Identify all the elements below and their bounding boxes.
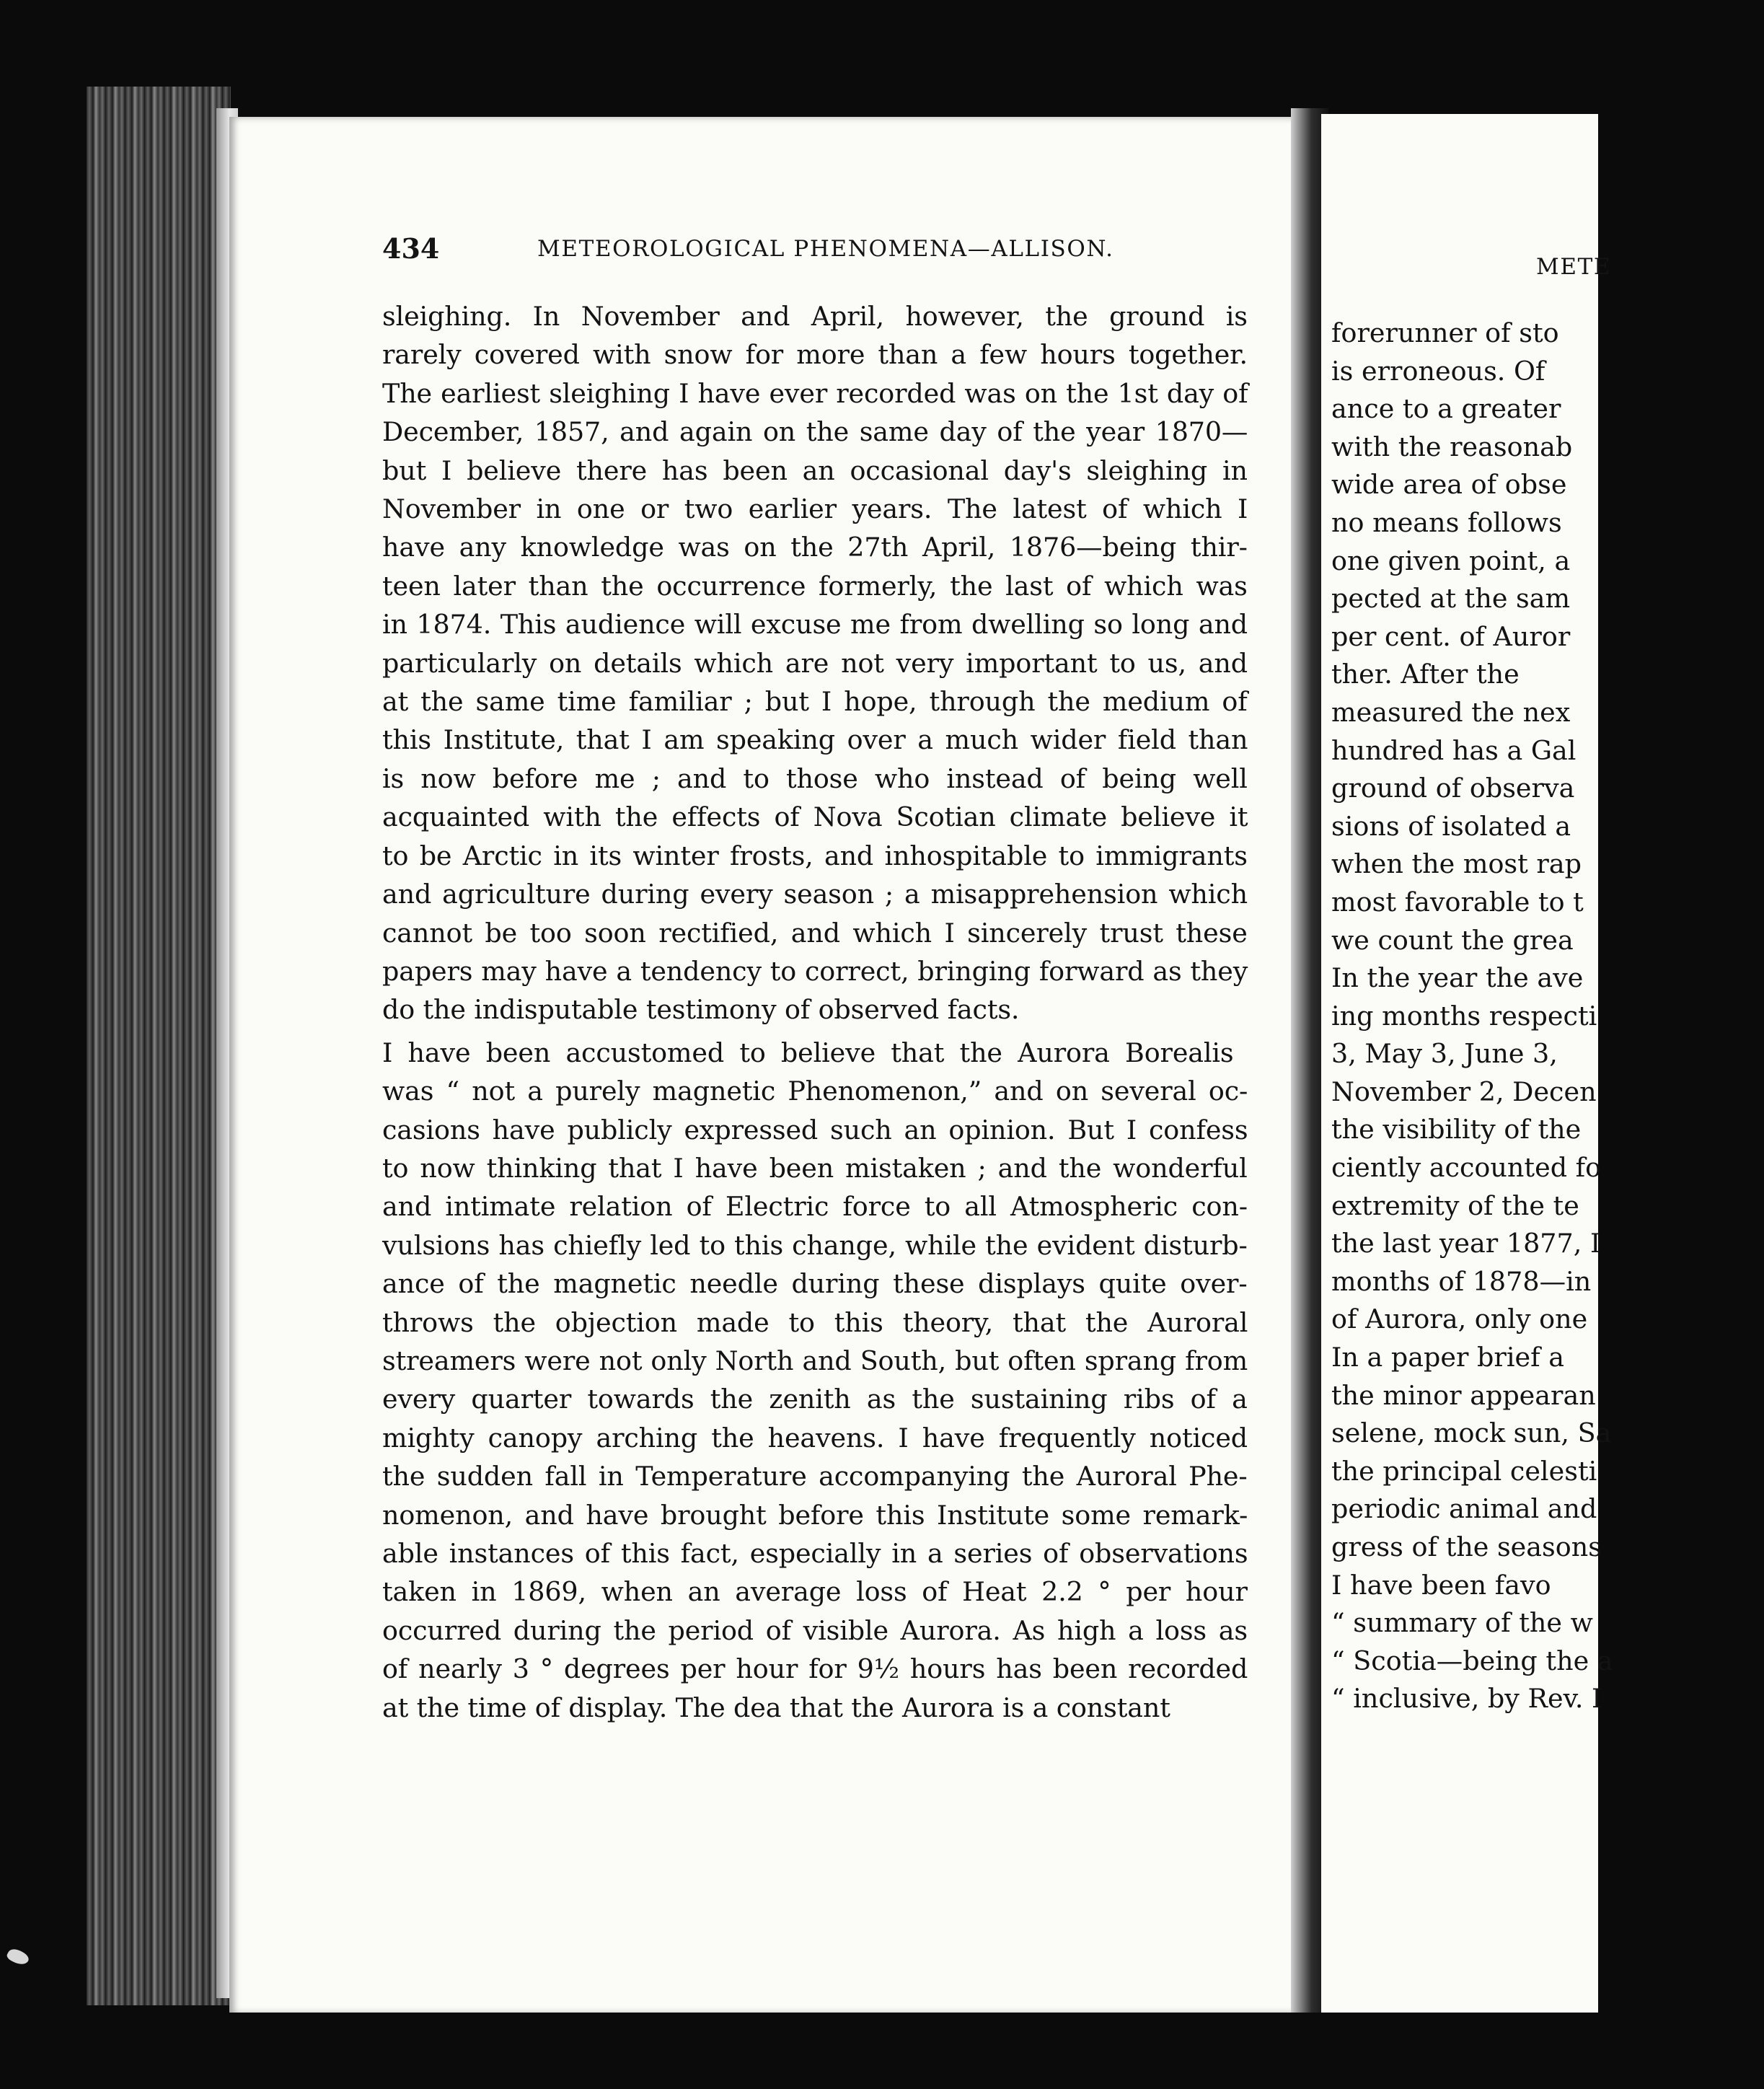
right-text-line: ground of observa	[1331, 773, 1575, 804]
text-line: is now before me ; and to those who instead of being well	[382, 762, 1248, 794]
text-line: particularly on details which are not very important to us, and	[382, 647, 1248, 679]
text-line: at the same time familiar ; but I hope, through the medium of	[382, 686, 1248, 718]
right-text-line: selene, mock sun, Sa	[1331, 1417, 1612, 1449]
running-head: METEOROLOGICAL PHENOMENA—ALLISON.	[537, 236, 1114, 262]
right-text-line: In the year the ave	[1331, 962, 1584, 994]
right-text-line: ciently accounted fo	[1331, 1152, 1602, 1184]
right-text-line: the last year 1877, I	[1331, 1228, 1601, 1259]
right-text-line: with the reasonab	[1331, 431, 1573, 462]
text-line: to now thinking that I have been mistaken ; and the wonderful	[382, 1152, 1248, 1184]
right-text-line: one given point, a	[1331, 545, 1571, 576]
right-text-line: the visibility of the	[1331, 1114, 1582, 1145]
text-line: the sudden fall in Temperature accompanying the Auroral Phe-	[382, 1461, 1248, 1492]
text-line: throws the objection made to this theory, that the Auroral	[382, 1306, 1248, 1338]
right-text-line: when the most rap	[1331, 848, 1582, 880]
text-line: occurred during the period of visible Aurora. As high a loss as	[382, 1614, 1248, 1646]
right-text-line: the minor appearan	[1331, 1379, 1596, 1411]
right-text-line: of Aurora, only one	[1331, 1303, 1588, 1335]
text-line: cannot be too soon rectified, and which I sincerely trust these	[382, 917, 1248, 949]
text-line: and agriculture during every season ; a misapprehension which	[382, 879, 1248, 910]
scan-background	[0, 2013, 1598, 2089]
right-text-line: “ inclusive, by Rev. I	[1331, 1683, 1602, 1715]
body-text	[382, 297, 1248, 1727]
right-running-head: METE	[1536, 254, 1612, 280]
right-text-line: periodic animal and	[1331, 1493, 1597, 1525]
right-text-line: 3, May 3, June 3,	[1331, 1038, 1558, 1070]
right-text-line: ance to a greater	[1331, 393, 1561, 425]
text-line: and intimate relation of Electric force to all Atmospheric con-	[382, 1191, 1248, 1223]
right-text-line: most favorable to t	[1331, 886, 1584, 918]
text-line: I have been accustomed to believe that the Aurora Borealis	[382, 1037, 1234, 1068]
right-text-line: “ summary of the w	[1331, 1607, 1593, 1639]
right-text-line: forerunner of sto	[1331, 317, 1559, 348]
right-text-line: months of 1878—in	[1331, 1265, 1592, 1297]
right-text-line: ther. After the	[1331, 659, 1520, 690]
right-text-line: is erroneous. Of	[1331, 355, 1545, 387]
right-text-line: no means follows	[1331, 506, 1562, 538]
text-line: in 1874. This audience will excuse me from dwelling so long and	[382, 609, 1248, 641]
right-text-line: extremity of the te	[1331, 1189, 1579, 1221]
text-line: December, 1857, and again on the same day of the year 1870—	[382, 416, 1248, 448]
right-text-line: the principal celesti	[1331, 1455, 1597, 1487]
text-line: have any knowledge was on the 27th April, 1876—being thir-	[382, 532, 1248, 563]
right-text-line: November 2, Decen	[1331, 1076, 1597, 1107]
text-line: of nearly 3 ° degrees per hour for 9½ hours has been recorded	[382, 1653, 1248, 1685]
text-line: to be Arctic in its winter frosts, and inhospitable to immigrants	[382, 840, 1248, 871]
right-page	[1321, 114, 1613, 2018]
right-page-text	[1331, 315, 1764, 1718]
text-line: ance of the magnetic needle during these displays quite over-	[382, 1268, 1248, 1300]
right-text-line: wide area of obse	[1331, 469, 1567, 501]
text-line: The earliest sleighing I have ever recorded was on the 1st day of	[382, 377, 1248, 409]
text-line: this Institute, that I am speaking over a much wider field than	[382, 724, 1248, 756]
text-line: but I believe there has been an occasional day's sleighing in	[382, 454, 1248, 486]
text-line: do the indisputable testimony of observed facts.	[382, 994, 1020, 1026]
right-text-line: In a paper brief a	[1331, 1342, 1564, 1373]
text-line: vulsions has chiefly led to this change, while the evident disturb-	[382, 1229, 1248, 1261]
right-text-line: sions of isolated a	[1331, 810, 1571, 842]
text-line: taken in 1869, when an average loss of Heat 2.2 ° per hour	[382, 1576, 1248, 1608]
page-number: 434	[382, 232, 440, 265]
text-line: papers may have a tendency to correct, bringing forward as they	[382, 955, 1248, 987]
book-spine	[87, 87, 231, 2005]
text-line: every quarter towards the zenith as the sustaining ribs of a	[382, 1384, 1248, 1415]
right-text-line: gress of the seasons	[1331, 1531, 1602, 1562]
right-text-line: per cent. of Auror	[1331, 620, 1571, 652]
right-text-line: I have been favo	[1331, 1569, 1551, 1601]
text-line: able instances of this fact, especially in a series of observations	[382, 1538, 1248, 1569]
text-line: was “ not a purely magnetic Phenomenon,” and on several oc-	[382, 1076, 1248, 1107]
text-line: at the time of display. The dea that the Aurora is a constant	[382, 1692, 1170, 1723]
right-text-line: hundred has a Gal	[1331, 734, 1576, 766]
right-text-line: pected at the sam	[1331, 583, 1571, 615]
right-text-line: we count the grea	[1331, 924, 1574, 956]
scan-speck	[6, 1946, 31, 1968]
text-line: rarely covered with snow for more than a few hours together.	[382, 339, 1248, 371]
right-text-line: ing months respecti	[1331, 1000, 1597, 1032]
text-line: November in one or two earlier years. The latest of which I	[382, 493, 1248, 525]
text-line: nomenon, and have brought before this Institute some remark-	[382, 1499, 1248, 1531]
right-text-line: “ Scotia—being the a	[1331, 1645, 1613, 1676]
text-line: mighty canopy arching the heavens. I have frequently noticed	[382, 1422, 1248, 1453]
text-line: sleighing. In November and April, however, the ground is	[382, 301, 1248, 332]
right-text-line: measured the nex	[1331, 696, 1571, 728]
text-line: streamers were not only North and South, but often sprang from	[382, 1345, 1248, 1376]
text-line: acquainted with the effects of Nova Scotian climate believe it	[382, 801, 1248, 833]
text-line: teen later than the occurrence formerly, the last of which was	[382, 570, 1248, 602]
text-line: casions have publicly expressed such an opinion. But I confess	[382, 1114, 1248, 1145]
